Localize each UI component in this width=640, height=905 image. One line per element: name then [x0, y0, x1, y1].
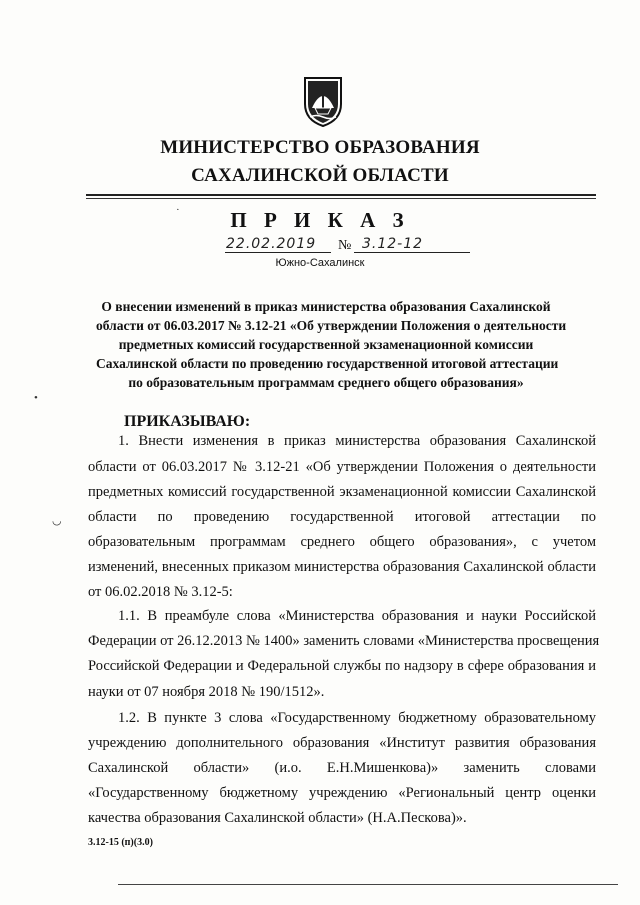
decree-heading: ПРИКАЗЫВАЮ: [124, 413, 251, 430]
body-line: Федерации от 26.12.2013 № 1400» заменить словами «Министерства просвещения [88, 633, 600, 649]
subject-line: О внесении изменений в приказ министерства образования Сахалинской [101, 299, 551, 314]
scan-speck: · [176, 204, 180, 216]
subject-line: по образовательным программам среднего общего образования» [128, 375, 524, 390]
subject-line: предметных комиссий государственной экзаменационной комиссии [118, 337, 534, 352]
scan-speck: • [34, 392, 38, 404]
body-line: изменений, внесенных приказом министерства образования Сахалинской области [88, 559, 596, 575]
body-line: области от 06.03.2017 № 3.12-21 «Об утверждении Положения о деятельности [88, 459, 596, 475]
header-rule-thick [86, 194, 596, 196]
order-date-underline [225, 252, 331, 253]
order-number-handwritten: 3.12-12 [362, 236, 424, 252]
order-number-label: № [338, 238, 352, 253]
order-date-handwritten: 22.02.2019 [226, 236, 317, 252]
city-name: Южно-Сахалинск [275, 257, 365, 269]
coat-of-arms-emblem [301, 74, 345, 128]
body-line: 1.2. В пункте 3 слова «Государственному бюджетному образовательному [118, 710, 596, 726]
body-line: учреждению дополнительного образования «Институт развития образования [88, 735, 596, 751]
scan-speck: ◡ [52, 515, 62, 527]
body-line: Российской Федерации и Федеральной службы по надзору в сфере образования и [88, 658, 596, 674]
body-line: 1.1. В преамбуле слова «Министерства образования и науки Российской [118, 608, 596, 624]
footer-rule [118, 884, 618, 885]
ministry-name-line2: САХАЛИНСКОЙ ОБЛАСТИ [191, 165, 449, 186]
subject-line: Сахалинской области по проведению государственной итоговой аттестации [96, 356, 559, 371]
header-rule-thin [86, 198, 596, 199]
body-line: 1. Внести изменения в приказ министерства образования Сахалинской [118, 433, 596, 449]
body-line: образовательным программам среднего общего образования», с учетом [88, 534, 596, 550]
body-line: предметных комиссий государственной экзаменационной комиссии Сахалинской [88, 484, 596, 500]
document-code: 3.12-15 (п)(3.0) [88, 837, 153, 848]
order-subject [96, 297, 567, 392]
body-line: Сахалинской области» (и.о. Е.Н.Мишенкова)» заменить словами [88, 760, 596, 776]
body-line: области по проведению государственной итоговой аттестации по [88, 509, 596, 525]
body-line: «Государственному бюджетному учреждению «Региональный центр оценки [88, 785, 596, 801]
order-number-underline [354, 252, 470, 253]
subject-line: области от 06.03.2017 № 3.12-21 «Об утверждении Положения о деятельности [96, 318, 567, 333]
ministry-name-line1: МИНИСТЕРСТВО ОБРАЗОВАНИЯ [160, 137, 480, 158]
body-line: науки от 07 ноября 2018 № 190/1512». [88, 684, 325, 700]
order-title: П Р И К А З [230, 208, 410, 232]
body-line: от 06.02.2018 № 3.12-5: [88, 584, 233, 600]
body-line: качества образования Сахалинской области» (Н.А.Пескова)». [88, 810, 467, 826]
